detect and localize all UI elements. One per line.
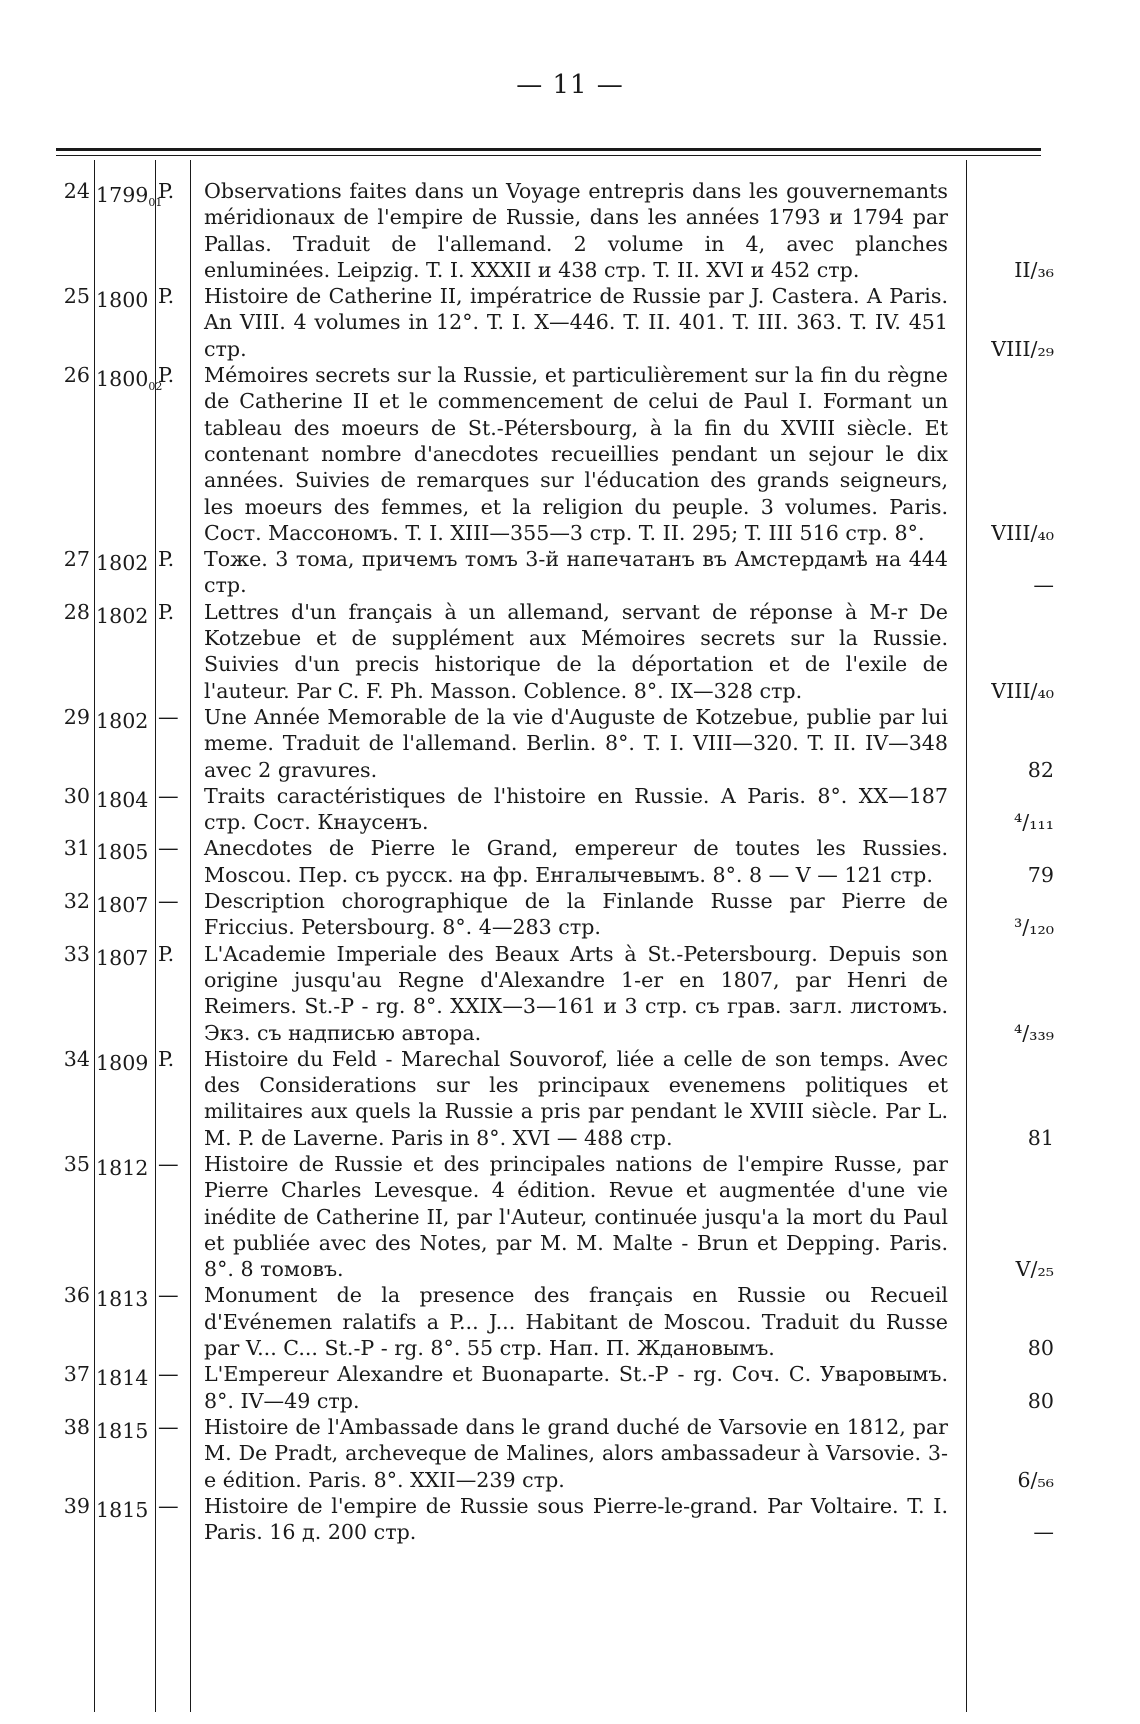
- catalog-entry: [0, 546, 1140, 599]
- entry-mark: P.: [158, 284, 175, 309]
- catalog-entry: [0, 1151, 1140, 1282]
- entry-number: 29: [63, 704, 90, 729]
- entry-description: Lettres d'un français à un allemand, servant de réponse à M-r De Kotzebue et de supplément aux Mémoires secrets sur la Russie. Suivies d'un precis historique de la déportation et de l'exile de l'auteur. Par C. F. Ph. Masson. Coblence. 8°. IX—328 стр.: [204, 599, 948, 703]
- entry-number: 28: [63, 599, 90, 624]
- catalog-entry: [0, 178, 1140, 283]
- entry-year: [96, 546, 154, 584]
- entry-description: Mémoires secrets sur la Russie, et particulièrement sur la fin du règne de Catherine II et le commencement de celui de Paul I. Formant un tableau des moeurs de St.-Pétersbourg, à la fin du XVIII siècle. Et contenant nombre d'anecdotes recueillies pendant un sejour le dix années. Suivies de remarques sur l'éducation des grands seigneurs, les moeurs des femmes, et la religion du peuple. 3 volumes. Paris. Сост. Массономъ. T. I. XIII—355—3 стр. T. II. 295; T. III 516 стр. 8°.: [204, 363, 948, 545]
- entry-year-value: 1807: [96, 893, 149, 918]
- entry-price: 81: [1027, 1125, 1054, 1150]
- entry-price: 80: [1027, 1336, 1054, 1361]
- entry-description: Histoire du Feld - Marechal Souvorof, liée a celle de son temps. Avec des Considerations sur les principaux evenemens politiques et militaires aux quels la Russie a pris par pendant le XVIII siècle. Par L. M. P. de Laverne. Paris in 8°. XVI — 488 стр.: [204, 1046, 948, 1150]
- entry-number: 24: [63, 179, 90, 203]
- entry-year-value: 1800: [96, 288, 149, 313]
- entry-description: Тоже. 3 тома, причемъ томъ 3-й напечатанъ въ Амстердамѣ на 444 стр.: [204, 547, 948, 598]
- entry-year: [96, 283, 154, 321]
- entry-year: [96, 783, 154, 821]
- entry-mark: P.: [158, 941, 175, 966]
- entry-mark: —: [158, 1151, 179, 1176]
- entry-price: V/₂₅: [1015, 1257, 1054, 1282]
- entry-price: ⁴/₁₁₁: [1014, 810, 1054, 835]
- entry-number: 35: [63, 1151, 90, 1176]
- catalog-entry: [0, 1046, 1140, 1151]
- entry-description: Histoire de l'empire de Russie sous Pierre-le-grand. Par Voltaire. T. I. Paris. 16 д. 200 стр.: [204, 1493, 948, 1545]
- entry-number: 25: [63, 284, 90, 309]
- entry-number: 37: [63, 1362, 90, 1387]
- entry-year: [96, 362, 163, 400]
- entry-price: VIII/₄₀: [991, 520, 1054, 545]
- entry-year: [96, 1493, 154, 1531]
- entry-year: [96, 1414, 154, 1452]
- entry-year-value: 1800: [96, 367, 149, 392]
- entry-description: Histoire de Catherine II, impératrice de Russie par J. Castera. A Paris. An VIII. 4 volumes in 12°. T. I. X—446. T. II. 401. T. III. 363. T. IV. 451 стр.: [204, 284, 948, 361]
- entry-year: [96, 888, 154, 926]
- catalog-entry: [0, 835, 1140, 888]
- catalog-entry: [0, 1414, 1140, 1493]
- entry-year-subscript: 01: [148, 196, 163, 209]
- entry-description: Traits caractéristiques de l'histoire en Russie. A Paris. 8°. XX—187 стр. Сост. Кнаусенъ.: [204, 783, 948, 835]
- entry-mark: —: [158, 1362, 179, 1387]
- header-rule-thick: [56, 148, 1041, 151]
- entry-year: [96, 1151, 154, 1189]
- entry-price: 82: [1027, 757, 1054, 782]
- entry-number: 34: [63, 1046, 90, 1071]
- page-number: — 11 —: [516, 70, 624, 100]
- entry-price: VIII/₄₀: [991, 678, 1054, 703]
- entry-year: [96, 941, 154, 979]
- entry-description: L'Empereur Alexandre et Buonaparte. St.-P - rg. Соч. С. Уваровымъ. 8°. IV—49 стр.: [204, 1362, 948, 1413]
- entry-price: ⁴/₃₃₉: [1014, 1020, 1054, 1045]
- header-rule-thin: [56, 155, 1041, 156]
- catalog-entry: [0, 888, 1140, 941]
- entry-year-value: 1813: [96, 1287, 149, 1312]
- entry-description: Une Année Memorable de la vie d'Auguste de Kotzebue, publie par lui meme. Traduit de l'allemand. Berlin. 8°. T. I. VIII—320. T. II. IV—348 avec 2 gravures.: [204, 704, 948, 782]
- catalog-entry: [0, 1282, 1140, 1361]
- entry-year-value: 1807: [96, 945, 149, 970]
- entry-price: —: [1033, 573, 1054, 598]
- entry-year-value: 1802: [96, 603, 149, 628]
- entry-number: 30: [63, 783, 90, 808]
- entry-number: 32: [63, 889, 90, 914]
- entry-year: [96, 1046, 154, 1084]
- entry-year: [96, 178, 163, 216]
- entry-number: 26: [63, 363, 90, 388]
- entry-year-value: 1814: [96, 1366, 149, 1391]
- entry-price: VIII/₂₉: [991, 336, 1054, 361]
- entry-year-value: 1799: [96, 183, 149, 207]
- entry-mark: —: [158, 783, 179, 808]
- entry-description: Histoire de l'Ambassade dans le grand duché de Varsovie en 1812, par M. De Pradt, archeveque de Malines, alors ambassadeur à Varsovie. 3-e édition. Paris. 8°. XXII—239 стр.: [204, 1414, 948, 1492]
- entry-price: ³/₁₂₀: [1014, 915, 1054, 940]
- entry-mark: —: [158, 889, 179, 914]
- entry-price: 80: [1027, 1388, 1054, 1413]
- entry-year: [96, 1361, 154, 1399]
- entry-number: 38: [63, 1414, 90, 1439]
- catalog-entry: [0, 362, 1140, 546]
- entry-mark: P.: [158, 599, 175, 624]
- entry-price: II/₃₆: [1014, 257, 1054, 282]
- entry-mark: P.: [158, 547, 175, 572]
- catalog-entry: [0, 704, 1140, 783]
- entry-description: Observations faites dans un Voyage entrepris dans les gouvernemants méridionaux de l'empire de Russie, dans les années 1793 и 1794 par Pallas. Traduit de l'allemand. 2 volume in 4, avec planches enluminées. Leipzig. T. I. XXXII и 438 стр. T. II. XVI и 452 стр.: [204, 179, 948, 282]
- entry-description: Monument de la presence des français en Russie ou Recueil d'Evénemen ralatifs a P... J... Habitant de Moscou. Traduit du Russe par V... C... St.-P - rg. 8°. 55 стр. Нап. П. Ждановымъ.: [204, 1283, 948, 1361]
- entry-price: 79: [1027, 862, 1054, 887]
- entry-mark: P.: [158, 1046, 175, 1071]
- entry-description: Description chorographique de la Finlande Russe par Pierre de Friccius. Petersbourg. 8°. 4—283 стр.: [204, 889, 948, 940]
- entry-year: [96, 704, 154, 742]
- entry-year-subscript: 02: [148, 380, 163, 394]
- entry-year: [96, 835, 154, 873]
- entry-mark: —: [158, 1493, 179, 1518]
- entry-year: [96, 599, 154, 637]
- entry-year-value: 1805: [96, 840, 149, 865]
- entry-year-value: 1815: [96, 1497, 149, 1522]
- entry-mark: —: [158, 704, 179, 729]
- catalog-entries: [0, 178, 1140, 1545]
- catalog-entry: [0, 283, 1140, 362]
- catalog-entry: [0, 783, 1140, 836]
- catalog-entry: [0, 1361, 1140, 1414]
- entry-mark: —: [158, 1283, 179, 1308]
- entry-number: 36: [63, 1283, 90, 1308]
- entry-mark: P.: [158, 179, 175, 203]
- catalog-entry: [0, 599, 1140, 704]
- entry-year-value: 1802: [96, 551, 149, 576]
- entry-number: 33: [63, 941, 90, 966]
- entry-year-value: 1812: [96, 1155, 149, 1180]
- entry-year-value: 1802: [96, 708, 149, 733]
- entry-mark: P.: [158, 363, 175, 388]
- entry-price: —: [1033, 1520, 1054, 1545]
- entry-price: 6/₅₆: [1017, 1467, 1054, 1492]
- entry-number: 39: [63, 1493, 90, 1518]
- entry-number: 31: [63, 836, 90, 861]
- entry-year: [96, 1282, 154, 1320]
- entry-year-value: 1804: [96, 787, 149, 812]
- entry-year-value: 1815: [96, 1418, 149, 1443]
- catalog-entry: [0, 1493, 1140, 1546]
- catalog-entry: [0, 941, 1140, 1046]
- entry-description: Histoire de Russie et des principales nations de l'empire Russe, par Pierre Charles Levesque. 4 édition. Revue et augmentée d'une vie inédite de Catherine II, par l'Auteur, continuée jusqu'a la mort du Paul et publiée avec des Notes, par M. M. Malte - Brun et Depping. Paris. 8°. 8 томовъ.: [204, 1151, 948, 1282]
- entry-number: 27: [63, 547, 90, 572]
- entry-mark: —: [158, 1414, 179, 1439]
- entry-description: L'Academie Imperiale des Beaux Arts à St.-Petersbourg. Depuis son origine jusqu'au Regne d'Alexandre 1-er en 1807, par Henri de Reimers. St.-P - rg. 8°. XXIX—3—161 и 3 стр. съ грав. загл. листомъ. Экз. съ надписью автора.: [204, 941, 948, 1045]
- entry-year-value: 1809: [96, 1050, 149, 1075]
- entry-mark: —: [158, 836, 179, 861]
- entry-description: Anecdotes de Pierre le Grand, empereur de toutes les Russies. Moscou. Пер. съ русск. на фр. Енгалычевымъ. 8°. 8 — V — 121 стр.: [204, 836, 948, 887]
